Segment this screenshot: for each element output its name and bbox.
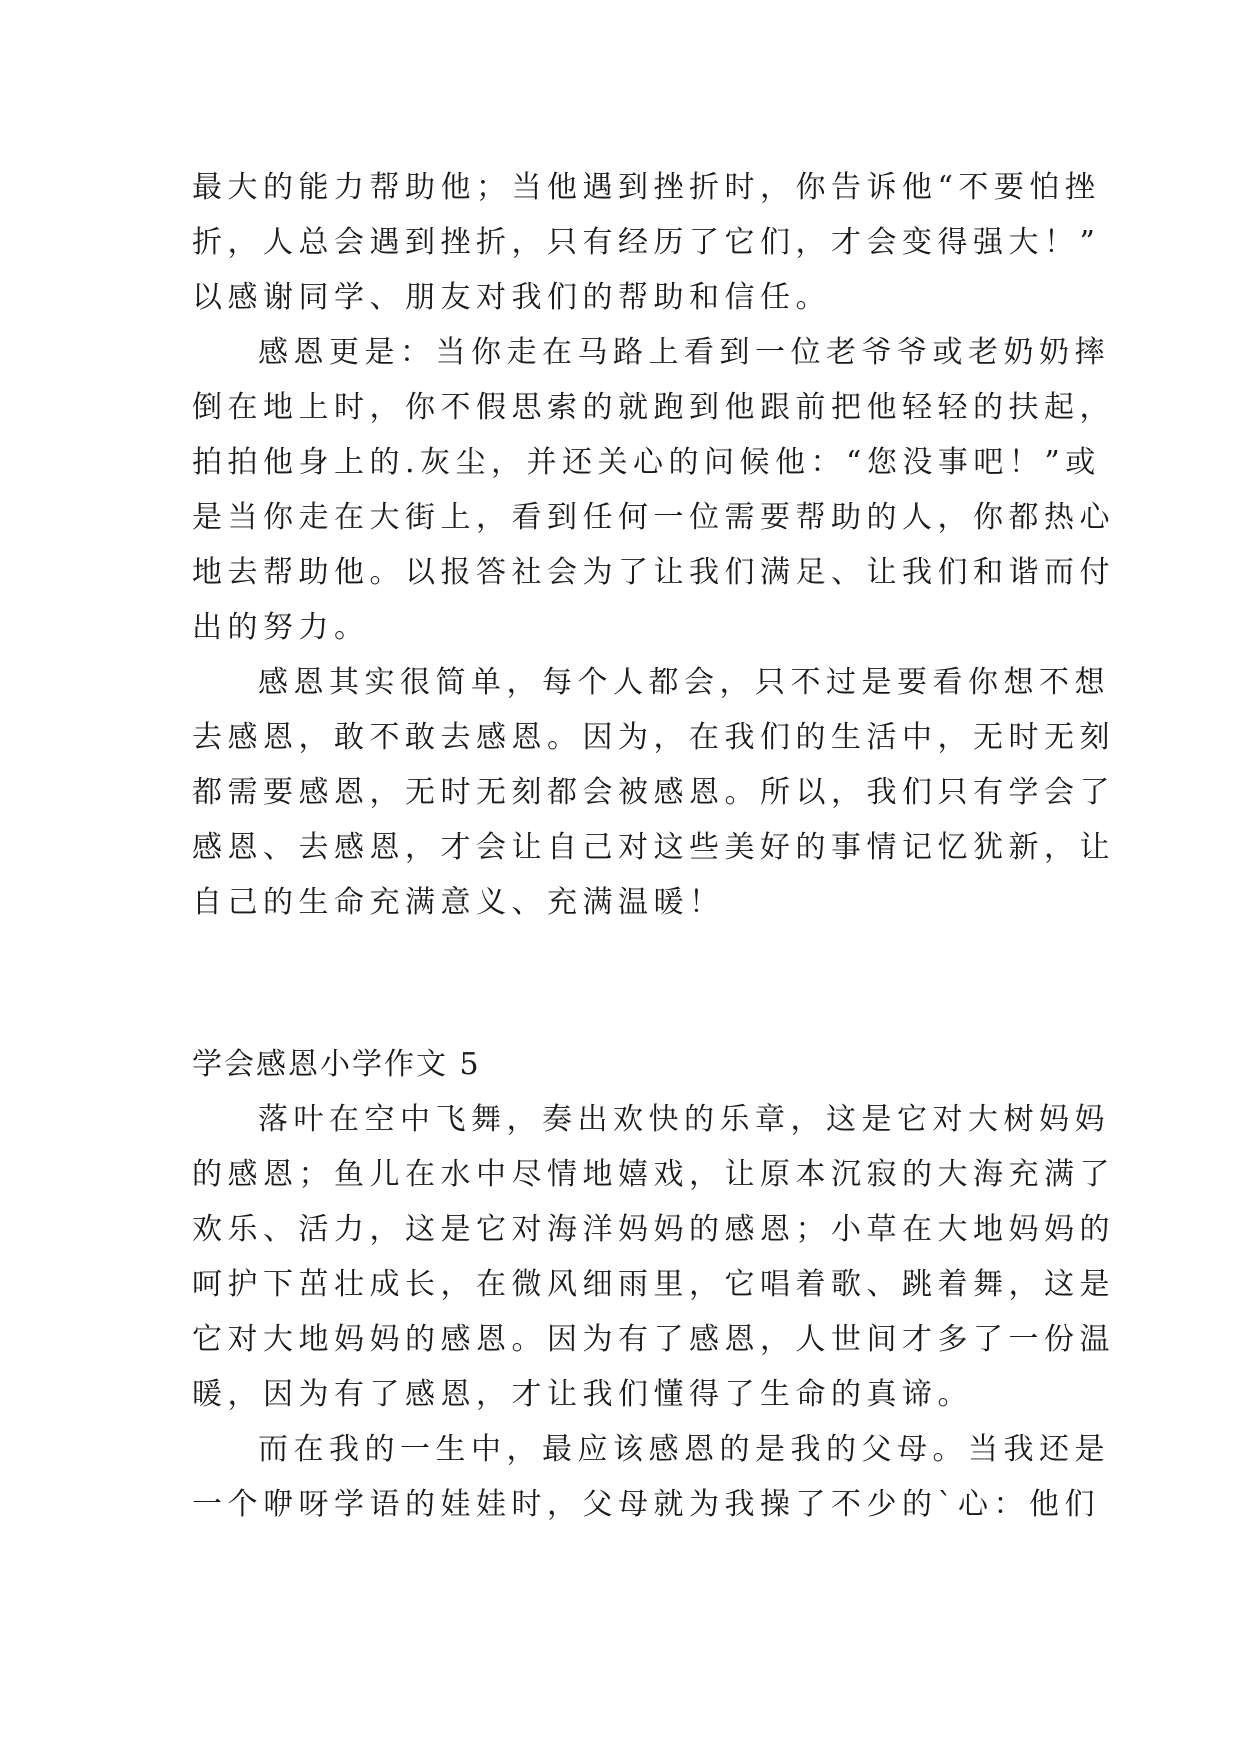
paragraph-line: 折，人总会遇到挫折，只有经历了它们，才会变得强大！” [192,225,1101,260]
paragraph-line: 最大的能力帮助他；当他遇到挫折时，你告诉他“不要怕挫 [192,170,1101,205]
paragraph-line: 出的努力。 [192,610,370,645]
paragraph-line: 去感恩，敢不敢去感恩。因为，在我们的生活中，无时无刻 [192,720,1115,755]
paragraph-line: 地去帮助他。以报答社会为了让我们满足、让我们和谐而付 [192,555,1115,590]
paragraph-line: 都需要感恩，无时无刻都会被感恩。所以，我们只有学会了 [192,775,1115,810]
paragraph-4 [192,1092,1115,1422]
paragraph-line: 它对大地妈妈的感恩。因为有了感恩，人世间才多了一份温 [192,1322,1115,1357]
paragraph-line: 感恩更是：当你走在马路上看到一位老爷爷或老奶奶摔 [258,335,1110,370]
paragraph-line: 倒在地上时，你不假思索的就跑到他跟前把他轻轻的扶起， [192,390,1115,425]
paragraph-line: 是当你走在大街上，看到任何一位需要帮助的人，你都热心 [192,500,1115,535]
paragraph-line: 而在我的一生中，最应该感恩的是我的父母。当我还是 [258,1432,1110,1467]
paragraph-line: 一个咿呀学语的娃娃时，父母就为我操了不少的`心：他们 [192,1487,1100,1522]
paragraph-line: 的感恩；鱼儿在水中尽情地嬉戏，让原本沉寂的大海充满了 [192,1157,1115,1192]
paragraph-5 [192,1422,1110,1532]
paragraph-line: 感恩其实很简单，每个人都会，只不过是要看你想不想 [258,665,1110,700]
paragraph-1 [192,160,1101,325]
paragraph-line: 自己的生命充满意义、充满温暖！ [192,885,725,920]
paragraph-line: 呵护下茁壮成长，在微风细雨里，它唱着歌、跳着舞，这是 [192,1267,1115,1302]
paragraph-2 [192,325,1115,655]
paragraph-line: 落叶在空中飞舞，奏出欢快的乐章，这是它对大树妈妈 [258,1102,1110,1137]
paragraph-line: 欢乐、活力，这是它对海洋妈妈的感恩；小草在大地妈妈的 [192,1212,1115,1247]
paragraph-3 [192,655,1115,930]
paragraph-line: 以感谢同学、朋友对我们的帮助和信任。 [192,280,831,315]
paragraph-line: 暖，因为有了感恩，才让我们懂得了生命的真谛。 [192,1377,973,1412]
paragraph-line: 拍拍他身上的.灰尘，并还关心的问候他：“您没事吧！”或 [192,445,1101,480]
paragraph-line: 感恩、去感恩，才会让自己对这些美好的事情记忆犹新，让 [192,830,1115,865]
section-title: 学会感恩小学作文 5 [192,1047,481,1082]
